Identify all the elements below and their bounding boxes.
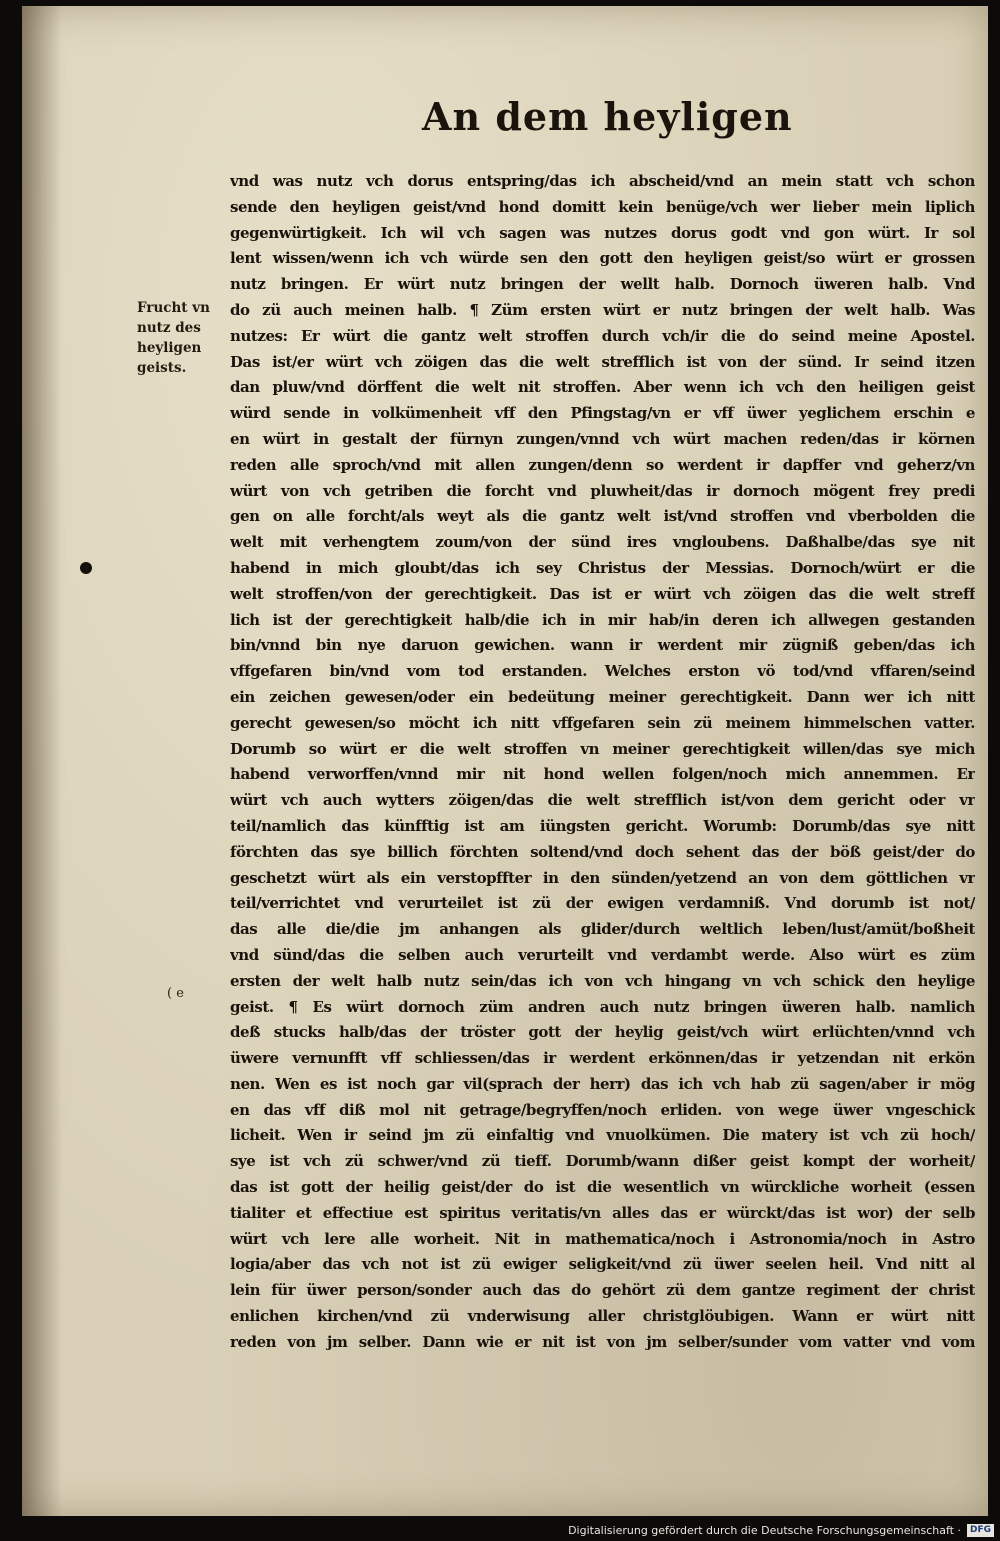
text-line: lein für üwer person/sonder auch das do gehört zü dem gantze regiment der christ xyxy=(230,1281,975,1300)
text-line: ersten der welt halb nutz sein/das ich von vch hingang vn vch schick den heylige xyxy=(230,971,975,990)
text-line: das ist gott der heilig geist/der do ist die wesentlich vn würckliche worheit (essen xyxy=(230,1178,975,1197)
text-line: tialiter et effectiue est spiritus veritatis/vn alles das er würckt/das ist wor) der selb xyxy=(230,1203,975,1222)
text-line: Dorumb so würt er die welt stroffen vn meiner gerechtigkeit willen/das sye mich xyxy=(230,739,975,758)
text-line: sye ist vch zü schwer/vnd zü tieff. Dorumb/wann dißer geist kompt der worheit/ xyxy=(230,1152,975,1171)
funding-note: Digitalisierung gefördert durch die Deutsche Forschungsgemeinschaft · xyxy=(568,1524,961,1537)
page-gutter-shadow xyxy=(22,6,62,1516)
text-line: bin/vnnd bin nye daruon gewichen. wann ir werdent mir zügniß geben/das ich xyxy=(230,636,975,655)
text-line: nutz bringen. Er würt nutz bringen der wellt halb. Dornoch üweren halb. Vnd xyxy=(230,275,975,294)
text-line: habend verworffen/vnnd mir nit hond wellen folgen/noch mich annemmen. Er xyxy=(230,765,975,784)
text-line: teil/verrichtet vnd verurteilet ist zü der ewigen verdamniß. Vnd dorumb ist not/ xyxy=(230,894,975,913)
text-line: nutzes: Er würt die gantz welt stroffen durch vch/ir die do seind meine Apostel. xyxy=(230,326,975,345)
text-line: vnd sünd/das die selben auch verurteilt vnd verdambt werde. Also würt es züm xyxy=(230,945,975,964)
text-line: deß stucks halb/das der tröster gott der heylig geist/vch würt erlüchten/vnnd vch xyxy=(230,1023,975,1042)
text-line: lent wissen/wenn ich vch würde sen den gott den heyligen geist/so würt er grossen xyxy=(230,249,975,268)
text-line: enlichen kirchen/vnd zü vnderwisung aller christglöubigen. Wann er würt nitt xyxy=(230,1307,975,1326)
marginal-note-line: geists. xyxy=(137,360,187,376)
text-line: licheit. Wen ir seind jm zü einfaltig vnd vnuolkümen. Die matery ist vch zü hoch/ xyxy=(230,1126,975,1145)
text-line: Das ist/er würt vch zöigen das die welt strefflich ist von der sünd. Ir seind itzen xyxy=(230,352,975,371)
text-line: das alle die/die jm anhangen als glider/durch weltlich leben/lust/amüt/boßheit xyxy=(230,920,975,939)
text-line: würt vch lere alle worheit. Nit in mathematica/noch i Astronomia/noch in Astro xyxy=(230,1229,975,1248)
text-line: do zü auch meinen halb. ¶ Züm ersten würt er nutz bringen der welt halb. Was xyxy=(230,300,975,319)
text-line: gegenwürtigkeit. Ich wil vch sagen was nutzes dorus godt vnd gon würt. Ir sol xyxy=(230,223,975,242)
text-line: geschetzt würt als ein verstopffter in den sünden/yetzend an von dem göttlichen vr xyxy=(230,868,975,887)
text-line: geist. ¶ Es würt dornoch züm andren auch nutz bringen üweren halb. namlich xyxy=(230,997,975,1016)
text-line: vffgefaren bin/vnd vom tod erstanden. Welches erston vö tod/vnd vffaren/seind xyxy=(230,662,975,681)
text-line: ein zeichen gewesen/oder ein bedeütung meiner gerechtigkeit. Dann wer ich nitt xyxy=(230,687,975,706)
text-line: welt mit verhengtem zoum/von der sünd ires vngloubens. Daßhalbe/das sye nit xyxy=(230,533,975,552)
text-line: reden alle sproch/vnd mit allen zungen/denn so werdent ir dapffer vnd geherz/vn xyxy=(230,455,975,474)
dfg-logo: DFG xyxy=(967,1524,994,1537)
margin-mark: ( e xyxy=(167,986,184,1001)
marginal-note-line: nutz des xyxy=(137,320,201,336)
text-line: üwere vernunfft vff schliessen/das ir werdent erkönnen/das ir yetzendan nit erkön xyxy=(230,1049,975,1068)
text-line: reden von jm selber. Dann wie er nit ist von jm selber/sunder vom vatter vnd vom xyxy=(230,1332,975,1351)
marginal-note xyxy=(137,298,227,378)
text-line: gen on alle forcht/als weyt als die gantz welt ist/vnd stroffen vnd vberbolden die xyxy=(230,507,975,526)
text-line: gerecht gewesen/so möcht ich nitt vffgefaren sein zü meinem himmelschen vatter. xyxy=(230,713,975,732)
book-page xyxy=(22,6,988,1516)
text-line: würt von vch getriben die forcht vnd pluwheit/das ir dornoch mögent frey predi xyxy=(230,481,975,500)
marginal-note-line: Frucht vn xyxy=(137,300,210,316)
text-line: lich ist der gerechtigkeit halb/die ich in mir hab/in deren ich allwegen gestanden xyxy=(230,610,975,629)
text-line: sende den heyligen geist/vnd hond domitt kein benüge/vch wer lieber mein liplich xyxy=(230,197,975,216)
text-line: förchten das sye billich förchten soltend/vnd doch sehent das der böß geist/der do xyxy=(230,842,975,861)
text-line: habend in mich gloubt/das ich sey Christus der Messias. Dornoch/würt er die xyxy=(230,558,975,577)
text-line: en das vff diß mol nit getrage/begryffen/noch erliden. von wege üwer vngeschick xyxy=(230,1100,975,1119)
text-line: vnd was nutz vch dorus entspring/das ich abscheid/vnd an mein statt vch schon xyxy=(230,172,975,190)
text-line: dan pluw/vnd dörffent die welt nit stroffen. Aber wenn ich vch den heiligen geist xyxy=(230,378,975,397)
text-line: nen. Wen es ist noch gar vil(sprach der herr) das ich vch hab zü sagen/aber ir mög xyxy=(230,1074,975,1093)
text-line: teil/namlich das künfftig ist am iüngsten gericht. Worumb: Dorumb/das sye nitt xyxy=(230,816,975,835)
ink-dot-mark xyxy=(80,562,92,574)
body-text xyxy=(230,169,975,1356)
text-line: würd sende in volkümenheit vff den Pfingstag/vn er vff üwer yeglichem erschin e xyxy=(230,404,975,423)
running-head: An dem heyligen xyxy=(422,94,793,139)
text-line: logia/aber das vch not ist zü ewiger seligkeit/vnd zü üwer seelen heil. Vnd nitt al xyxy=(230,1255,975,1274)
footer xyxy=(568,1524,994,1537)
text-line: en würt in gestalt der fürnyn zungen/vnnd vch würt machen reden/das ir körnen xyxy=(230,429,975,448)
text-line: würt vch auch wytters zöigen/das die welt strefflich ist/von dem gericht oder vr xyxy=(230,791,975,810)
marginal-note-line: heyligen xyxy=(137,340,202,356)
text-line: welt stroffen/von der gerechtigkeit. Das ist er würt vch zöigen das die welt streff xyxy=(230,584,975,603)
